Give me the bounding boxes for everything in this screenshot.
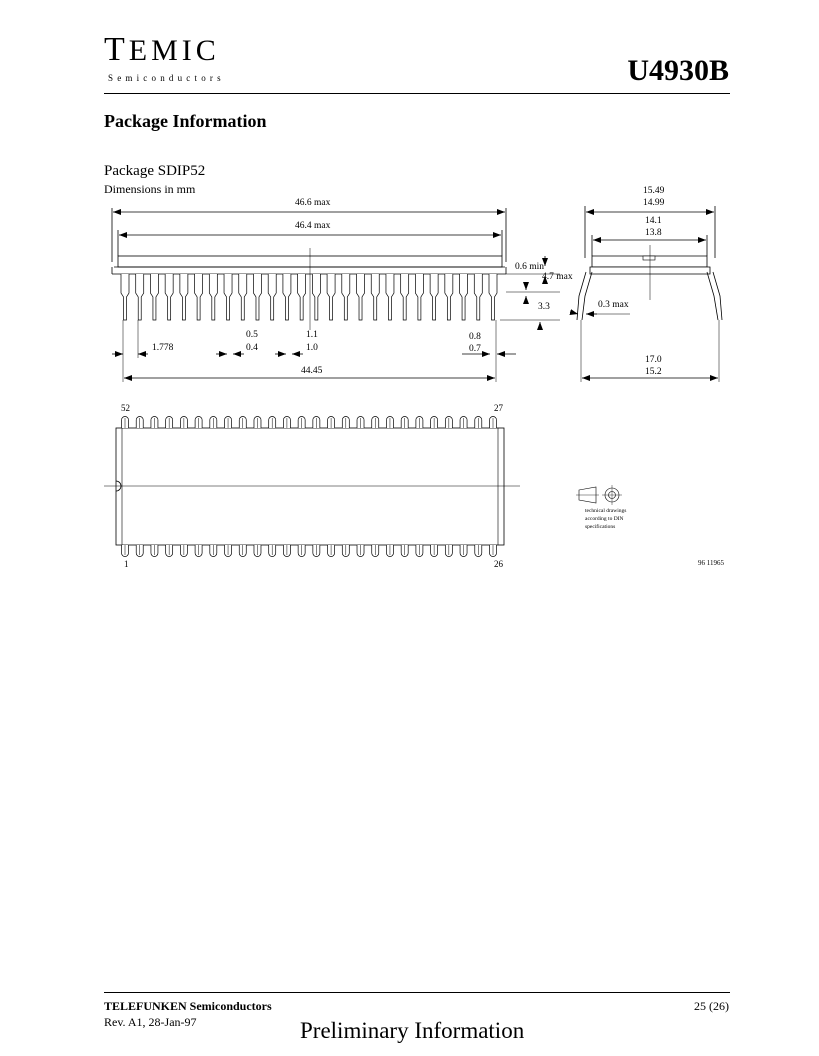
- bottom-pin: [386, 545, 393, 557]
- side-pin: [460, 274, 468, 320]
- footer-revision: Rev. A1, 28-Jan-97: [104, 1015, 197, 1029]
- pin-label-26: 26: [494, 559, 503, 569]
- brand-rest: EMIC: [128, 34, 220, 67]
- top-pin: [210, 417, 217, 428]
- top-pin: [225, 417, 232, 428]
- dim-lead-spread-min: 15.2: [645, 367, 662, 377]
- bottom-pin-row: [122, 545, 497, 557]
- bottom-pin: [239, 545, 246, 557]
- side-pin: [136, 274, 144, 320]
- bottom-pin: [357, 545, 364, 557]
- footer-company: TELEFUNKEN Semiconductors: [104, 999, 272, 1013]
- section-title: Package Information: [104, 111, 267, 131]
- dim-lead-width-min: 0.4: [246, 343, 258, 353]
- dim-shoulder-width-min: 1.0: [306, 343, 318, 353]
- package-units: Dimensions in mm: [104, 182, 196, 196]
- bottom-pin: [298, 545, 305, 557]
- dim-shoulder-width-max: 1.1: [306, 330, 318, 340]
- drawing-number: 96 11965: [698, 559, 724, 567]
- side-pin: [371, 274, 379, 320]
- din-note-line-1: technical drawings: [585, 508, 627, 514]
- side-pin: [180, 274, 188, 320]
- top-pin: [283, 417, 290, 428]
- side-pin: [283, 274, 291, 320]
- bottom-pin: [195, 545, 202, 557]
- footer-page-number: 25 (26): [694, 999, 729, 1013]
- dim-standoff: 0.6 min: [515, 262, 545, 272]
- bottom-pin: [475, 545, 482, 557]
- side-pin: [224, 274, 232, 320]
- bottom-pin: [460, 545, 467, 557]
- side-pin: [415, 274, 423, 320]
- dim-end-offset-min: 0.7: [469, 344, 481, 354]
- pin-label-52: 52: [121, 403, 130, 413]
- brand-initial: T: [104, 31, 129, 68]
- top-pin: [460, 417, 467, 428]
- din-note-line-3: specifications: [585, 524, 616, 530]
- bottom-pin: [151, 545, 158, 557]
- side-pin: [150, 274, 158, 320]
- bottom-pin: [416, 545, 423, 557]
- footer-status: Preliminary Information: [300, 1018, 525, 1043]
- package-title: Package SDIP52: [104, 163, 206, 179]
- dim-outer-width-max: 15.49: [643, 186, 665, 196]
- side-pin-row: [121, 274, 497, 320]
- din-note-line-2: according to DIN: [585, 516, 624, 522]
- bottom-pin: [225, 545, 232, 557]
- dim-height: 4.7 max: [542, 272, 573, 282]
- side-pin: [430, 274, 438, 320]
- dim-pin-span: 44.45: [301, 366, 323, 376]
- dim-body-length: 46.4 max: [295, 221, 331, 231]
- dim-body-width-min: 13.8: [645, 228, 662, 238]
- top-pin: [475, 417, 482, 428]
- top-pin: [254, 417, 261, 429]
- dim-overall-length: 46.6 max: [295, 198, 331, 208]
- side-pin: [253, 274, 261, 320]
- side-pin: [386, 274, 394, 320]
- bottom-pin: [328, 545, 335, 557]
- top-pin: [431, 417, 438, 428]
- side-pin: [474, 274, 482, 320]
- side-pin: [239, 274, 247, 320]
- footer-rule: [104, 992, 730, 993]
- bottom-pin: [166, 545, 173, 557]
- top-pin: [342, 417, 349, 428]
- bottom-pin: [180, 545, 187, 557]
- side-pin: [327, 274, 335, 320]
- side-pin: [489, 274, 497, 320]
- side-pin: [357, 274, 365, 320]
- top-pin: [328, 417, 335, 428]
- side-pin: [165, 274, 173, 320]
- brand-subtitle: Semiconductors: [108, 73, 225, 83]
- bottom-pin: [269, 545, 276, 557]
- bottom-pin: [313, 545, 320, 557]
- bottom-pin: [401, 545, 408, 557]
- top-pin: [269, 417, 276, 428]
- dim-lead-length: 3.3: [538, 302, 550, 312]
- top-view: [104, 417, 520, 557]
- bottom-pin: [490, 545, 497, 557]
- dim-outer-width-min: 14.99: [643, 198, 665, 208]
- side-pin: [312, 274, 320, 320]
- pin-label-27: 27: [494, 403, 503, 413]
- top-pin: [298, 417, 305, 428]
- bottom-pin: [342, 545, 349, 557]
- top-pin: [166, 417, 173, 428]
- dim-body-width-max: 14.1: [645, 216, 662, 226]
- bottom-pin: [283, 545, 290, 557]
- bottom-pin: [136, 545, 143, 557]
- top-pin: [151, 417, 158, 428]
- bottom-pin: [445, 545, 452, 557]
- top-pin: [386, 417, 393, 428]
- bottom-pin: [210, 545, 217, 557]
- side-pin: [298, 274, 306, 320]
- bottom-pin: [254, 545, 261, 557]
- top-pin: [239, 417, 246, 428]
- top-pin: [136, 417, 143, 428]
- din-projection-icon: [576, 485, 622, 505]
- top-pin: [416, 417, 423, 428]
- top-pin: [372, 417, 379, 428]
- bottom-pin: [372, 545, 379, 557]
- bottom-pin: [431, 545, 438, 557]
- dim-lead-thickness: 0.3 max: [598, 300, 629, 310]
- top-pin: [490, 417, 497, 428]
- dim-lead-width-max: 0.5: [246, 330, 258, 340]
- top-pin: [122, 417, 129, 428]
- top-pin: [180, 417, 187, 428]
- top-pin-row: [122, 417, 497, 429]
- bottom-pin: [122, 545, 129, 557]
- top-pin: [357, 417, 364, 428]
- dim-pitch: 1.778: [152, 343, 174, 353]
- side-view: [112, 208, 560, 382]
- dim-end-offset-max: 0.8: [469, 332, 481, 342]
- dim-lead-spread-max: 17.0: [645, 355, 662, 365]
- side-pin: [401, 274, 409, 320]
- side-pin: [209, 274, 217, 320]
- top-pin: [445, 417, 452, 428]
- side-pin: [195, 274, 203, 320]
- part-number: U4930B: [627, 54, 729, 87]
- side-pin: [445, 274, 453, 320]
- side-pin: [121, 274, 129, 320]
- side-pin: [268, 274, 276, 320]
- pin-label-1: 1: [124, 559, 129, 569]
- top-pin: [313, 417, 320, 428]
- top-pin: [195, 417, 202, 428]
- top-pin: [401, 417, 408, 428]
- side-pin: [342, 274, 350, 320]
